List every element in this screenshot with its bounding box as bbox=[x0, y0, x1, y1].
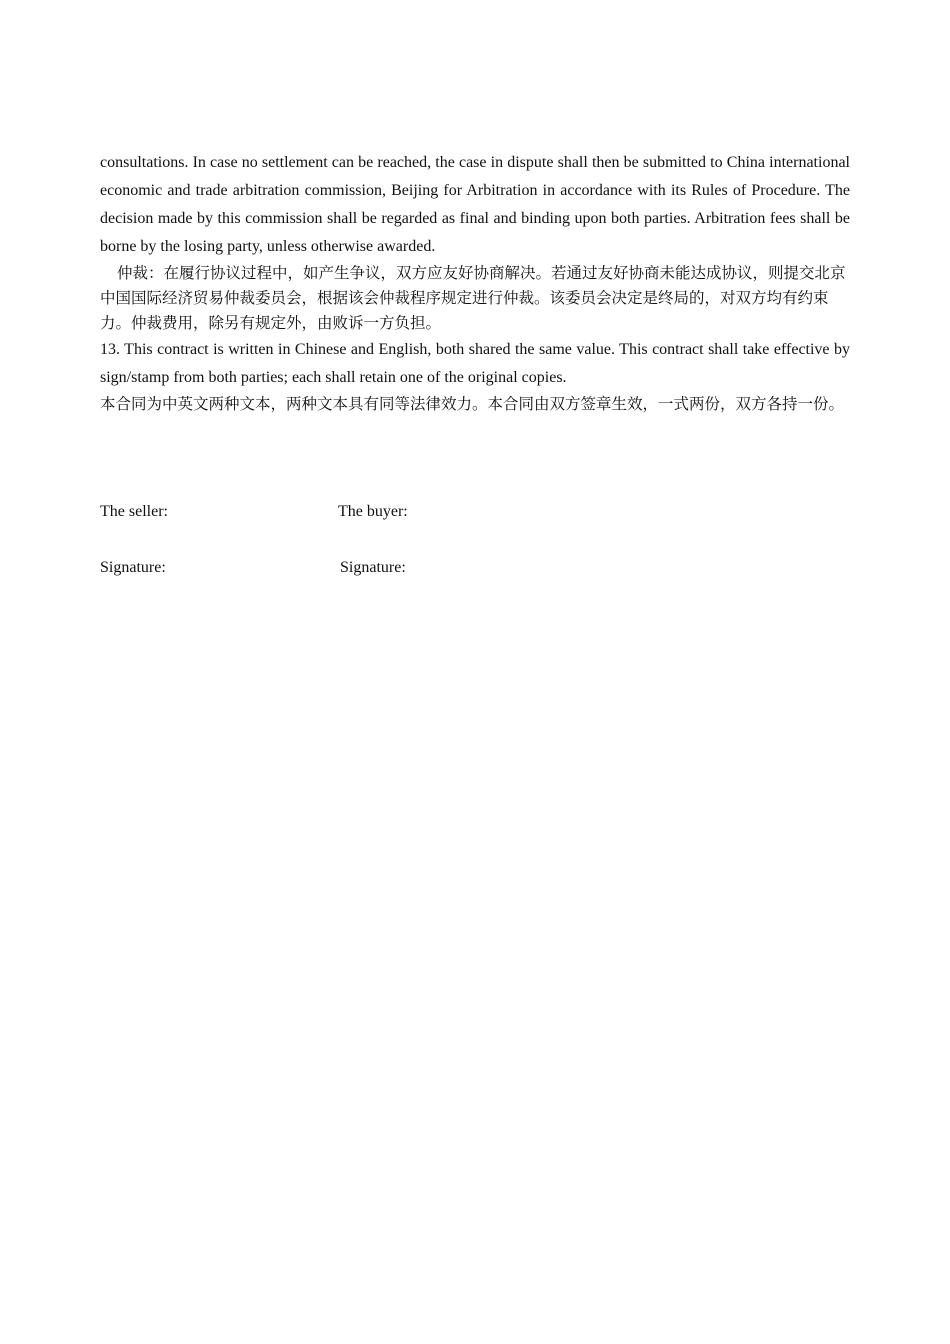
contract-body bbox=[100, 149, 850, 417]
clause-13-chinese: 本合同为中英文两种文本，两种文本具有同等法律效力。本合同由双方签章生效，一式两份，双方各持一份。 bbox=[100, 395, 845, 413]
arbitration-clause-english: consultations. In case no settlement can be reached, the case in dispute shall then be submitted to China international economic and trade arbitration commission, Beijing for Arbitration in accordance with its Rules of Procedure. The decision made by this commission shall be regarded as final and binding upon both parties. Arbitration fees shall be borne by the losing party, unless otherwise awarded. bbox=[100, 154, 850, 255]
seller-label: The seller: bbox=[100, 503, 168, 520]
seller-signature-label: Signature: bbox=[100, 559, 166, 576]
buyer-label: The buyer: bbox=[338, 503, 408, 520]
buyer-signature-label: Signature: bbox=[340, 559, 406, 576]
clause-13-english: 13. This contract is written in Chinese and English, both shared the same value. This contract shall take effective by sign/stamp from both parties; each shall retain one of the original copies. bbox=[100, 341, 850, 386]
arbitration-clause-chinese: 仲裁：在履行协议过程中，如产生争议，双方应友好协商解决。若通过友好协商未能达成协议，则提交北京中国国际经济贸易仲裁委员会，根据该会仲裁程序规定进行仲裁。该委员会决定是终局的，对双方均有约束力。仲裁费用，除另有规定外，由败诉一方负担。 bbox=[100, 264, 846, 332]
